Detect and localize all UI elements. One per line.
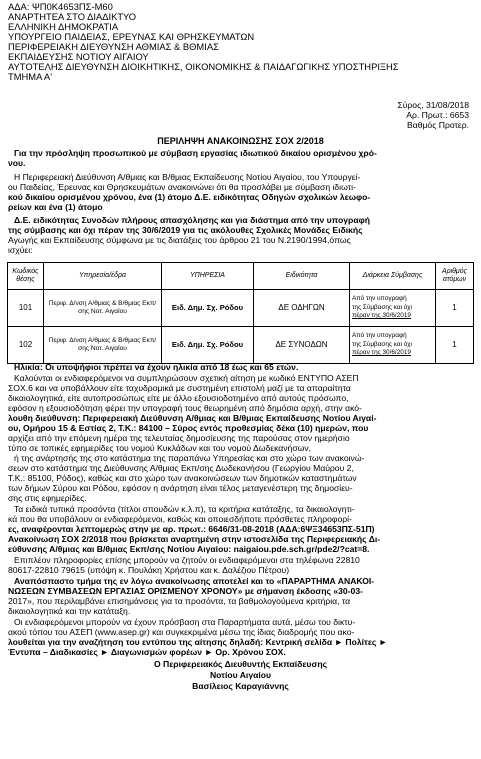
body-line: Καλούνται οι ενδιαφερόμενοι να συμπληρώσουν σχετική αίτηση με κωδικό ΕΝΤΥΠΟ ΑΣΕΠ <box>14 373 359 383</box>
subtitle-line: νου. <box>8 158 26 168</box>
body-line: ΣΟΧ.6 και να υποβάλλουν είτε ταχυδρομικά με συστημένη επιστολή μαζί με τα απαραίτητα <box>8 383 351 393</box>
document-title: ΠΕΡΙΛΗΨΗ ΑΝΑΚΟΙΝΩΣΗΣ ΣΟΧ 2/2018 <box>157 136 324 146</box>
age-requirement: Ηλικία: Οι υποψήφιοι πρέπει να έχουν ηλικία από 18 έως και 65 ετών. <box>14 362 299 372</box>
ministry-name: ΥΠΟΥΡΓΕΙΟ ΠΑΙΔΕΙΑΣ, ΕΡΕΥΝΑΣ ΚΑΙ ΘΡΗΣΚΕΥΜΑΤΩΝ <box>8 31 255 42</box>
body-line: λουθη διεύθυνση: Περιφερειακή Διεύθυνση Α/θμιας και Β/θμιας Εκπαίδευσης Νοτίου Αιγαί- <box>8 413 377 423</box>
subtitle-line: Για την πρόσληψη προσωπικού με σύμβαση εργασίας ιδιωτικού δικαίου ορισμένου χρό- <box>14 148 377 158</box>
posted-note: ΑΝΑΡΤΗΤΕΑ ΣΤΟ ΔΙΑΔΙΚΤΥΟ <box>8 11 137 22</box>
positions-table <box>7 262 474 364</box>
intro-line: Δ.Ε. ειδικότητας Συνοδών πλήρους απασχόλησης και για διάστημα από την υπογραφή <box>14 215 370 225</box>
document-date: Σύρος, 31/08/2018 <box>397 100 469 110</box>
intro-line: Η Περιφερειακή Διεύθυνση Α/θμιας και Β/θμιας Εκπαίδευσης Νοτίου Αιγαίου, του Υπουργεί- <box>14 172 361 182</box>
header-count: Αριθμός ατόμων <box>436 263 474 290</box>
body-line: ακού τόπου του ΑΣΕΠ (www.asep.gr) και συγκεκριμένα μέσω της ίδιας διαδρομής που ακο- <box>8 627 355 637</box>
position-count: 1 <box>436 327 474 364</box>
table-header-row <box>8 263 474 290</box>
header-duration: Διάρκεια Σύμβασης <box>350 263 436 290</box>
duration-line: Από την υπογραφή <box>352 295 407 303</box>
body-line: τύπο σε τοπικές εφημερίδες του νομού Κυκλάδων και του νομού Δωδεκανήσων, <box>8 443 312 453</box>
table-row <box>8 327 474 364</box>
intro-line: Αγωγής και Εκπαίδευσης σύμφωνα με τις διατάξεις του άρθρου 21 του Ν.2190/1994,όπως <box>8 235 351 245</box>
body-line: Αναπόσπαστο τμήμα της εν λόγω ανακοίνωσης αποτελεί και το «ΠΑΡΑΡΤΗΜΑ ΑΝΑΚΟΙ- <box>14 576 375 586</box>
duration-line: πέραν της 30/6/2019 <box>352 349 411 357</box>
intro-line: ισχύει: <box>8 245 33 255</box>
position-code: 101 <box>8 290 44 327</box>
position-seat: Περιφ. Δ/νση Α/θμιας & Β/θμιας Εκπ/σης Νοτ. Αιγαίου <box>44 327 162 364</box>
intro-line: ρείων και ένα (1) άτομο <box>8 202 103 212</box>
body-line: ου, Ομήρου 15 & Εστίας 2, Τ.Κ.: 84100 – Σύρος εντός προθεσμίας δέκα (10) ημερών, που <box>8 423 369 433</box>
duration-line: της Σύμβασης και όχι <box>352 303 412 311</box>
ada-code: ΑΔΑ: ΨΠ0Κ4653ΠΣ-Μ60 <box>8 1 113 12</box>
header-code: Κωδικός θέσης <box>8 263 44 290</box>
header-specialty: Ειδικότητα <box>254 263 350 290</box>
body-line: 80617-22810 79615 (υπόψη κ. Πουλάκη Χρήστου και κ. Δαλέζιου Πέτρου) <box>8 565 290 575</box>
priority-label: Βαθμός Προτερ. <box>407 120 469 130</box>
education-region: ΕΚΠΑΙΔΕΥΣΗΣ ΝΟΤΙΟΥ ΑΙΓΑΙΟΥ <box>8 51 149 62</box>
position-seat: Περιφ. Δ/νση Α/θμιας & Β/θμιας Εκπ/σης Νοτ. Αιγαίου <box>44 290 162 327</box>
position-code: 102 <box>8 327 44 364</box>
directorate-name: ΑΥΤΟΤΕΛΗΣ ΔΙΕΥΘΥΝΣΗ ΔΙΟΙΚΗΤΙΚΗΣ, ΟΙΚΟΝΟΜΙΚΗΣ & ΠΑΙΔΑΓΩΓΙΚΗΣ ΥΠΟΣΤΗΡΙΞΗΣ <box>8 61 399 72</box>
body-line: Έντυπα – Διαδικασίες ► Διαγωνισμών φορέων ► Ορ. Χρόνου ΣΟΧ. <box>8 647 286 657</box>
position-duration <box>350 290 436 327</box>
intro-line: της σύμβασης και όχι πέραν της 30/6/2019 για τις ακόλουθες Σχολικές Μονάδες Ειδικής <box>8 225 363 235</box>
position-count: 1 <box>436 290 474 327</box>
body-line: των δήμων Σύρου και Ρόδου, εφόσον η ανάρτηση είναι τέλος μεταγενέστερη της δημοσίευ- <box>8 483 353 493</box>
signatory-name: Βασίλειος Καραγιάννης <box>192 681 289 691</box>
republic-name: ΕΛΛΗΝΙΚΗ ΔΗΜΟΚΡΑΤΙΑ <box>8 21 119 32</box>
position-duration <box>350 327 436 364</box>
body-line: αρχίζει από την επόμενη ημέρα της τελευταίας δημοσίευσης της παρούσας στον ημερήσιο <box>8 433 350 443</box>
body-line: δικαιολογητικά και την κατάταξη. <box>8 606 131 616</box>
table-row <box>8 290 474 327</box>
position-service: Ειδ. Δημ. Σχ. Ρόδου <box>162 327 254 364</box>
body-line: ή της ανάρτησής της στο κατάστημα της παραπάνω Υπηρεσίας και στο χώρο των ανακοινώ- <box>14 453 365 463</box>
protocol-number: Αρ. Πρωτ.: 6653 <box>406 110 469 120</box>
header-service: ΥΠΗΡΕΣΙΑ <box>162 263 254 290</box>
intro-line: κού δικαίου ορισμένου χρόνου, ένα (1) άτομο Δ.Ε. ειδικότητας Οδηγών σχολικών λεωφο- <box>8 192 371 202</box>
body-line: ΝΩΣΕΩΝ ΣΥΜΒΑΣΕΩΝ ΕΡΓΑΣΙΑΣ ΟΡΙΣΜΕΝΟΥ ΧΡΟΝΟΥ» με σήμανση έκδοσης «30-03- <box>8 586 363 596</box>
body-line: Επιπλέον πληροφορίες επίσης μπορούν να ζητούν οι ενδιαφερόμενοι στα τηλέφωνα 22810 <box>14 555 360 565</box>
body-line: εύθυνσης Α/θμιας και Β/θμιας Εκπ/σης Νοτίου Αιγαίου: naigaiou.pde.sch.gr/pde2/?cat=8. <box>8 544 370 554</box>
signatory-title: Ο Περιφερειακός Διευθυντής Εκπαίδευσης <box>153 659 328 669</box>
body-line: Τα ειδικά τυπικά προσόντα (τίτλοι σπουδών κ.λ.π), τα κριτήρια κατάταξης, τα δικαιολογητι- <box>14 504 355 514</box>
body-line: σεων στο κατάστημα της Διεύθυνσης Α/θμιας Εκπ/σης Δωδεκανήσου (Γεωργίου Μαύρου 2, <box>8 463 354 473</box>
position-service: Ειδ. Δημ. Σχ. Ρόδου <box>162 290 254 327</box>
body-line: δικαιολογητικά, είτε αυτοπροσώπως είτε με άλλο εξουσιοδοτημένο από αυτούς πρόσωπο, <box>8 393 349 403</box>
signatory-region: Νοτίου Αιγαίου <box>209 670 272 680</box>
body-line: εφόσον η εξουσιοδότηση φέρει την υπογραφή τους θεωρημένη από δημόσια αρχή, στην ακό- <box>8 403 362 413</box>
duration-line: Από την υπογραφή <box>352 332 407 340</box>
duration-line: πέραν της 30/6/2019 <box>352 312 411 320</box>
regional-directorate: ΠΕΡΙΦΕΡΕΙΑΚΗ ΔΙΕΥΘΥΝΣΗ ΑΘΜΙΑΣ & ΒΘΜΙΑΣ <box>8 41 219 52</box>
position-specialty: ΔΕ ΣΥΝΟΔΩΝ <box>254 327 350 364</box>
body-line: σης στις εφημερίδες. <box>8 493 87 503</box>
intro-line: ου Παιδείας, Έρευνας και Θρησκευμάτων ανακοινώνει ότι θα προσλάβει με σύμβαση ιδιωτι- <box>8 182 356 192</box>
position-specialty: ΔΕ ΟΔΗΓΩΝ <box>254 290 350 327</box>
body-line: κά που θα υποβάλουν οι ενδιαφερόμενοι, καθώς και οποιεσδήποτε πρόσθετες πληροφορί- <box>8 514 352 524</box>
body-line: 2017», που περιλαμβάνει επισημάνσεις για τα προσόντα, τα βαθμολογούμενα κριτήρια, τα <box>8 596 351 606</box>
duration-line: της Σύμβασης και όχι <box>352 340 412 348</box>
body-line: λουθείται για την αναζήτηση του εντύπου της αίτησης δηλαδή: Κεντρική σελίδα ► Πολίτες ► <box>8 637 388 647</box>
body-line: Ανακοίνωση ΣΟΧ 2/2018 που βρίσκεται αναρτημένη στην ιστοσελίδα της Περιφερειακής Δι- <box>8 534 381 544</box>
department-name: ΤΜΗΜΑ Α' <box>8 71 52 82</box>
header-seat: Υπηρεσία/έδρα <box>44 263 162 290</box>
body-line: ες, αναφέρονται λεπτομερώς στην με αρ. πρωτ.: 6646/31-08-2018 (ΑΔΑ:6ΨΞ34653ΠΣ-51Π) <box>8 524 375 534</box>
body-line: Τ.Κ.: 85100, Ρόδος), καθώς και στο χώρο των ανακοινώσεων των δημοτικών καταστημάτων <box>8 473 357 483</box>
body-line: Οι ενδιαφερόμενοι μπορούν να έχουν πρόσβαση στα Παραρτήματα αυτά, μέσω του δικτυ- <box>14 617 356 627</box>
